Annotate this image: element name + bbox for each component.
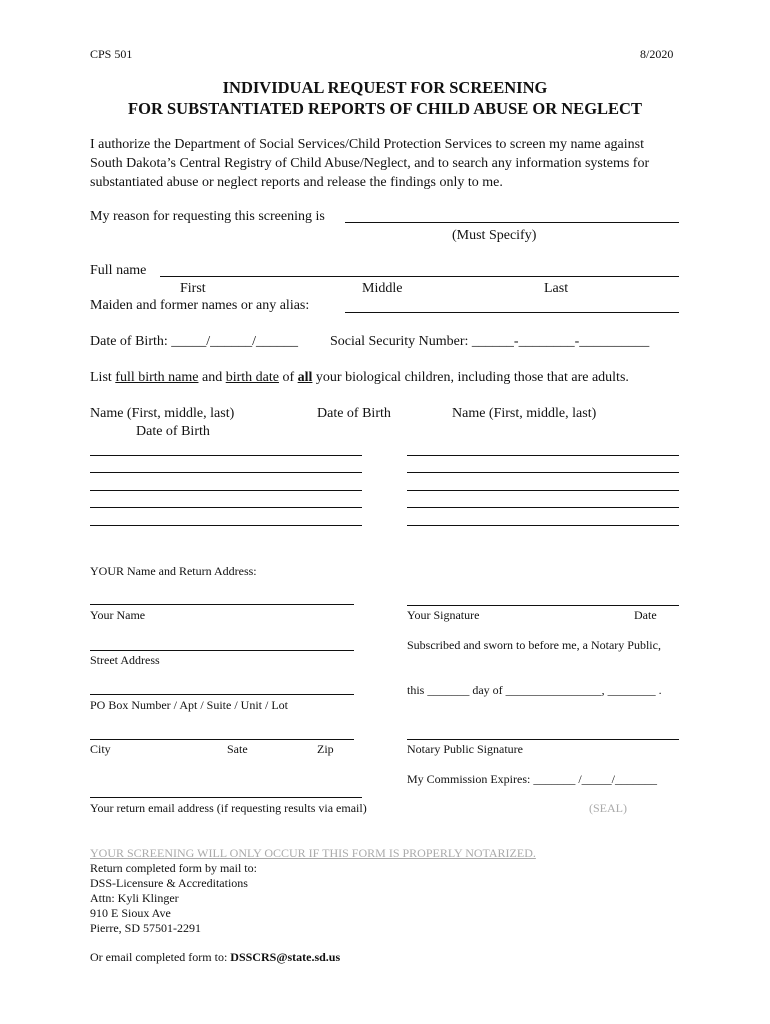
child-row-left-2[interactable] — [90, 472, 362, 473]
children-instructions — [90, 370, 629, 386]
authorization-line-3: substantiated abuse or neglect reports and release the findings only to me. — [90, 175, 503, 190]
city-label: City — [90, 742, 111, 756]
child-row-right-5[interactable] — [407, 525, 679, 526]
children-col-name-1: Name (First, middle, last) — [90, 406, 235, 421]
child-row-right-1[interactable] — [407, 455, 679, 456]
return-email-label: Your return email address (if requesting results via email) — [90, 801, 367, 815]
children-col-dob-1: Date of Birth — [317, 406, 391, 421]
ssn-field[interactable]: Social Security Number: ______-________-__________ — [330, 334, 650, 349]
child-row-left-5[interactable] — [90, 525, 362, 526]
notary-day-field[interactable]: this _______ day of ________________, ________ . — [407, 683, 662, 697]
mail-street: 910 E Sioux Ave — [90, 906, 171, 920]
mail-org: DSS-Licensure & Accreditations — [90, 876, 248, 890]
po-box-field[interactable] — [90, 694, 354, 695]
title-line-1: INDIVIDUAL REQUEST FOR SCREENING — [222, 78, 548, 97]
return-email-field[interactable] — [90, 797, 362, 798]
date-of-birth-field[interactable]: Date of Birth: _____/______/______ — [90, 334, 299, 349]
your-name-field[interactable] — [90, 604, 354, 605]
children-intro-mid: and — [198, 370, 226, 385]
child-row-right-3[interactable] — [407, 490, 679, 491]
first-name-caption: First — [180, 281, 206, 296]
full-name-field[interactable] — [160, 276, 679, 277]
children-intro-suffix: your biological children, including those that are adults. — [312, 370, 629, 385]
title-line-2: FOR SUBSTANTIATED REPORTS OF CHILD ABUSE OR NEGLECT — [128, 99, 642, 118]
signature-date-label: Date — [634, 608, 657, 622]
birth-date-text: birth date — [225, 370, 279, 385]
child-row-left-4[interactable] — [90, 507, 362, 508]
commission-expires-field[interactable]: My Commission Expires: _______ /_____/_______ — [407, 772, 658, 786]
notarization-warning: YOUR SCREENING WILL ONLY OCCUR IF THIS FORM IS PROPERLY NOTARIZED. — [90, 846, 536, 860]
street-address-label: Street Address — [90, 653, 160, 667]
middle-name-caption: Middle — [362, 281, 403, 296]
email-instructions-prefix: Or email completed form to: — [90, 950, 231, 964]
email-instructions — [90, 950, 340, 965]
return-address-heading: YOUR Name and Return Address: — [90, 564, 257, 578]
street-address-field[interactable] — [90, 650, 354, 651]
notary-signature-label: Notary Public Signature — [407, 742, 523, 756]
children-col-name-2: Name (First, middle, last) — [452, 406, 597, 421]
child-row-left-3[interactable] — [90, 490, 362, 491]
maiden-name-field[interactable] — [345, 312, 679, 313]
children-intro-prefix: List — [90, 370, 116, 385]
your-signature-field[interactable] — [407, 605, 679, 606]
child-row-left-1[interactable] — [90, 455, 362, 456]
state-label: Sate — [227, 742, 248, 756]
child-row-right-2[interactable] — [407, 472, 679, 473]
your-signature-label: Your Signature — [407, 608, 480, 622]
must-specify-note: (Must Specify) — [452, 228, 537, 243]
mail-city: Pierre, SD 57501-2291 — [90, 921, 201, 935]
children-col-dob-2: Date of Birth — [136, 424, 210, 439]
form-number: CPS 501 — [90, 47, 133, 61]
city-state-zip-field[interactable] — [90, 739, 354, 740]
authorization-line-2: South Dakota’s Central Registry of Child Abuse/Neglect, and to search any information systems for — [90, 156, 650, 171]
notary-signature-field[interactable] — [407, 739, 679, 740]
po-box-label: PO Box Number / Apt / Suite / Unit / Lot — [90, 698, 289, 712]
notary-sworn-text: Subscribed and sworn to before me, a Notary Public, — [407, 638, 661, 652]
reason-field[interactable] — [345, 222, 679, 223]
full-birth-name-text: full birth name — [115, 370, 199, 385]
seal-placeholder: (SEAL) — [589, 801, 627, 815]
last-name-caption: Last — [544, 281, 569, 296]
full-name-label: Full name — [90, 263, 147, 278]
form-date: 8/2020 — [640, 47, 674, 61]
children-intro-of: of — [278, 370, 298, 385]
child-row-right-4[interactable] — [407, 507, 679, 508]
reason-label: My reason for requesting this screening is — [90, 209, 325, 224]
your-name-label: Your Name — [90, 608, 146, 622]
mail-attn: Attn: Kyli Klinger — [90, 891, 179, 905]
all-text: all — [297, 370, 313, 385]
maiden-name-label: Maiden and former names or any alias: — [90, 298, 310, 313]
return-instructions: Return completed form by mail to: — [90, 861, 257, 875]
authorization-line-1: I authorize the Department of Social Services/Child Protection Services to screen my name against — [90, 137, 644, 152]
zip-label: Zip — [317, 742, 334, 756]
submission-email-link[interactable]: DSSCRS@state.sd.us — [230, 950, 341, 964]
